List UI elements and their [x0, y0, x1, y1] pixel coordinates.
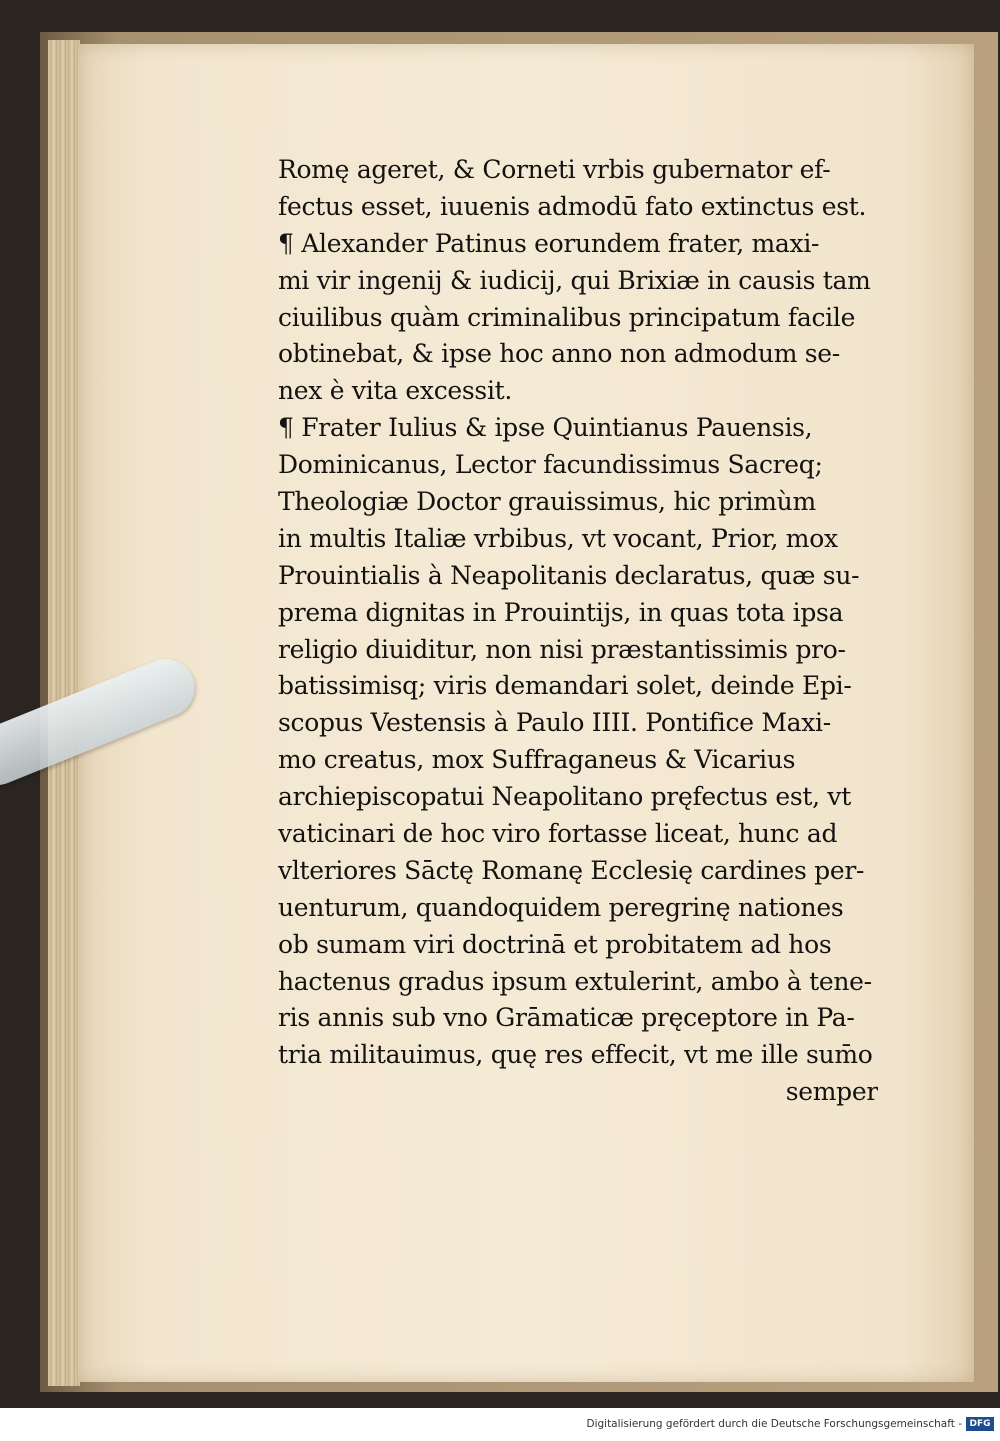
- text-line: obtinebat, & ipse hoc anno non admodum se-: [278, 339, 840, 369]
- text-line: ciuilibus quàm criminalibus principatum facile: [278, 302, 856, 332]
- text-line: ¶ Alexander Patinus eorundem frater, maxi-: [278, 228, 820, 258]
- text-line: scopus Vestensis à Paulo IIII. Pontifice Maxi-: [278, 708, 831, 738]
- text-line: mo creatus, mox Suffraganeus & Vicarius: [278, 745, 796, 775]
- catchword: semper: [785, 1077, 878, 1107]
- text-line: in multis Italiæ vrbibus, vt vocant, Prior, mox: [278, 523, 838, 553]
- text-line: tria militauimus, quę res effecit, vt me ille sum̄o: [278, 1040, 873, 1070]
- footer: [0, 1408, 1000, 1441]
- text-line: fectus esset, iuuenis admodū fato extinctus est.: [278, 191, 867, 221]
- page-text: [278, 152, 878, 1111]
- text-line: religio diuiditur, non nisi præstantissimis pro-: [278, 634, 846, 664]
- text-line: Dominicanus, Lector facundissimus Sacreq;: [278, 450, 823, 480]
- text-line: archiepiscopatui Neapolitano pręfectus est, vt: [278, 782, 851, 812]
- text-line: Prouintialis à Neapolitanis declaratus, quæ su-: [278, 560, 860, 590]
- text-line: Romę ageret, & Corneti vrbis gubernator ef-: [278, 155, 831, 184]
- text-line: uenturum, quandoquidem peregrinę nationes: [278, 892, 844, 922]
- text-line: nex è vita excessit.: [278, 376, 513, 406]
- text-line: vlteriores Sāctę Romanę Ecclesię cardines per-: [278, 855, 865, 885]
- text-line: batissimisq; viris demandari solet, deinde Epi-: [278, 671, 852, 701]
- text-line: ris annis sub vno Grāmaticæ pręceptore in Pa-: [278, 1003, 855, 1033]
- text-line: mi vir ingenij & iudicij, qui Brixiæ in causis tam: [278, 265, 871, 295]
- text-line: hactenus gradus ipsum extulerint, ambo à tene-: [278, 966, 872, 996]
- text-line: ¶ Frater Iulius & ipse Quintianus Pauensis,: [278, 413, 813, 443]
- text-line: ob sumam viri doctrinā et probitatem ad hos: [278, 929, 832, 959]
- text-line: vaticinari de hoc viro fortasse liceat, hunc ad: [278, 819, 838, 849]
- dfg-logo: DFG: [966, 1417, 994, 1431]
- footer-credit: Digitalisierung gefördert durch die Deutsche Forschungsgemeinschaft -: [586, 1418, 962, 1430]
- text-line: Theologiæ Doctor grauissimus, hic primùm: [278, 487, 816, 517]
- text-line: prema dignitas in Prouintijs, in quas tota ipsa: [278, 597, 844, 627]
